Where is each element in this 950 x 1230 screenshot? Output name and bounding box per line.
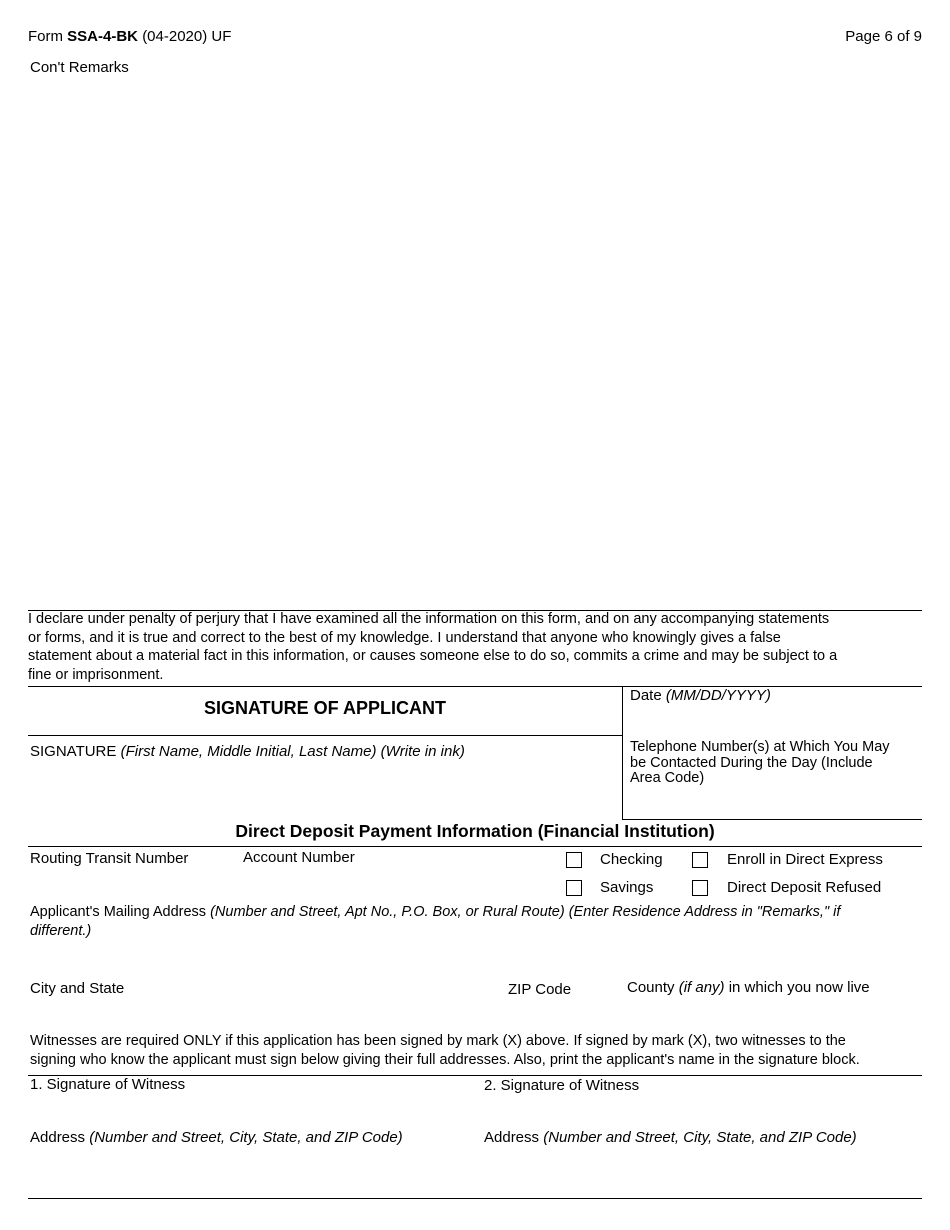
declaration-line: or forms, and it is true and correct to the best of my knowledge. I understand that anyone who knowingly gives a false: [28, 629, 781, 646]
direct-deposit-rule: [28, 846, 922, 847]
mailing-address-hint: (Number and Street, Apt No., P.O. Box, or Rural Route) (Enter Residence Address in "Remarks," if: [210, 904, 841, 920]
form-revision: (04-2020) UF: [142, 28, 232, 45]
form-id: SSA-4-BK: [67, 28, 139, 45]
witness1-signature-field[interactable]: [28, 1095, 473, 1125]
routing-label: Routing Transit Number: [30, 850, 189, 867]
phone-label-line: be Contacted During the Day (Include: [630, 754, 873, 771]
witness1-label: 1. Signature of Witness: [30, 1076, 186, 1093]
phone-label-line: Telephone Number(s) at Which You May: [630, 739, 890, 755]
declaration-line: fine or imprisonment.: [28, 666, 164, 683]
witness-note-line: signing who know the applicant must sign below giving their full addresses. Also, print the applicant's name in the signature block.: [30, 1052, 860, 1068]
date-label-text: Date: [630, 687, 662, 704]
witness2-label: 2. Signature of Witness: [484, 1077, 640, 1094]
mailing-address-label-text: Applicant's Mailing Address: [30, 904, 207, 920]
phone-label-line: Area Code): [630, 770, 705, 786]
account-number-field[interactable]: [240, 868, 550, 896]
checking-label: Checking: [600, 851, 663, 868]
witness1-address-label-text: Address: [30, 1129, 86, 1146]
direct-deposit-title: Direct Deposit Payment Information (Financial Institution): [235, 821, 715, 841]
signature-title-rule: [28, 735, 622, 736]
signature-label-text: SIGNATURE: [30, 743, 117, 760]
form-number: [28, 28, 231, 46]
signature-label: [30, 743, 465, 761]
date-format-hint: (MM/DD/YYYY): [665, 687, 771, 704]
declaration-line: statement about a material fact in this information, or causes someone else to do so, commits a crime and may be subject to a: [28, 648, 838, 664]
witness2-address-hint: (Number and Street, City, State, and ZIP Code): [543, 1129, 857, 1146]
direct-express-label: Enroll in Direct Express: [727, 851, 883, 868]
witness-note-line: Witnesses are required ONLY if this application has been signed by mark (X) above. If signed by mark (X), two witnesses to the: [30, 1033, 846, 1049]
savings-label: Savings: [600, 879, 654, 896]
declaration-line: I declare under penalty of perjury that I have examined all the information on this form, and on any accompanying statements: [28, 611, 830, 627]
signature-field[interactable]: [28, 762, 622, 818]
witness2-address-label-text: Address: [484, 1129, 540, 1146]
remarks-field[interactable]: [28, 80, 922, 605]
page-number: Page 6 of 9: [845, 28, 922, 45]
witness1-address-field[interactable]: [28, 1148, 473, 1196]
bottom-rule: [28, 1198, 922, 1199]
city-state-label: City and State: [30, 980, 125, 997]
phone-field[interactable]: [624, 790, 922, 818]
signature-hint: (First Name, Middle Initial, Last Name) (Write in ink): [120, 743, 465, 760]
county-label: [627, 979, 870, 997]
witness2-signature-field[interactable]: [482, 1095, 922, 1125]
city-state-field[interactable]: [28, 999, 498, 1027]
signature-top-rule: [28, 686, 922, 687]
witness2-address-field[interactable]: [482, 1148, 922, 1196]
date-label: [630, 687, 771, 705]
county-hint: (if any): [678, 979, 725, 996]
mailing-address-field[interactable]: [28, 943, 922, 975]
phone-bottom-rule: [622, 819, 922, 820]
witness2-address-label: [484, 1129, 857, 1147]
county-suffix: in which you now live: [728, 979, 870, 996]
account-label: Account Number: [243, 849, 355, 866]
zip-label: ZIP Code: [508, 981, 572, 998]
zip-field[interactable]: [505, 999, 620, 1027]
witness1-address-label: [30, 1129, 403, 1147]
witness1-address-hint: (Number and Street, City, State, and ZIP Code): [89, 1129, 403, 1146]
witness-note: [30, 1032, 930, 1070]
savings-checkbox[interactable]: [566, 880, 582, 896]
checking-checkbox[interactable]: [566, 852, 582, 868]
county-label-text: County: [627, 979, 675, 996]
signature-title: SIGNATURE OF APPLICANT: [204, 698, 446, 718]
remarks-title: Con't Remarks: [30, 59, 129, 76]
deposit-refused-checkbox[interactable]: [692, 880, 708, 896]
signature-divider: [622, 686, 623, 820]
form-prefix: Form: [28, 28, 63, 45]
deposit-refused-label: Direct Deposit Refused: [727, 879, 882, 896]
direct-express-checkbox[interactable]: [692, 852, 708, 868]
phone-label: [630, 740, 890, 787]
mailing-address-hint-cont: different.): [30, 923, 92, 939]
declaration-text: [28, 610, 928, 684]
mailing-address-label: [30, 903, 840, 941]
county-field[interactable]: [624, 999, 922, 1027]
routing-number-field[interactable]: [28, 868, 233, 896]
date-field[interactable]: [624, 706, 922, 736]
